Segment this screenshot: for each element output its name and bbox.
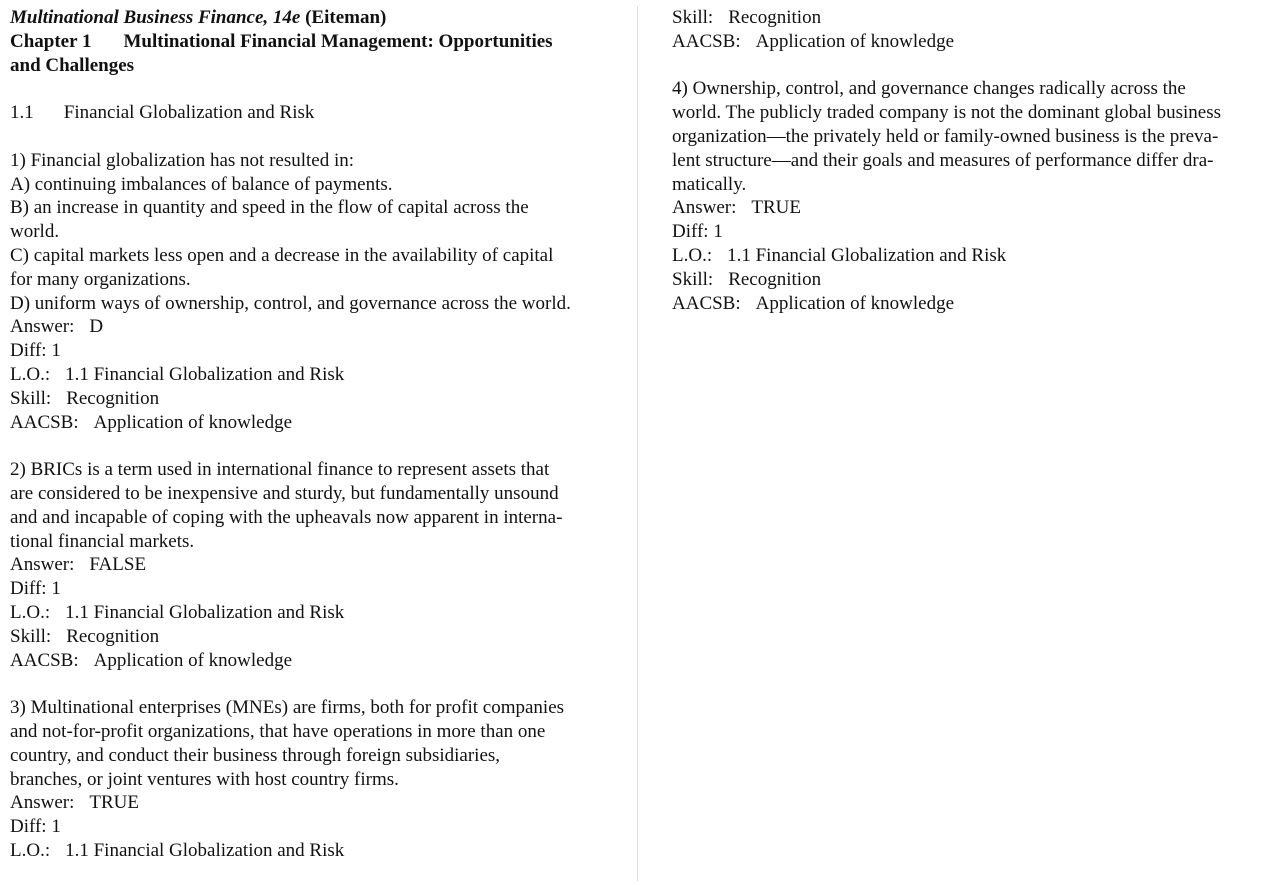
- question-4-diff: Diff: 1: [672, 221, 723, 243]
- question-4-line-2: world. The publicly traded company is not the dominant global business: [672, 102, 1221, 124]
- question-3-continued: [672, 6, 1262, 54]
- aacsb-value: Application of knowledge: [93, 649, 293, 671]
- question-2-skill: [10, 625, 610, 649]
- book-header: [10, 6, 610, 30]
- question-3-line-3: country, and conduct their business through foreign subsidiaries,: [10, 744, 501, 766]
- question-1-stem: 1) Financial globalization has not resulted in:: [10, 149, 355, 171]
- answer-value: D: [89, 316, 104, 338]
- page-left: [0, 6, 637, 881]
- chapter-heading: [10, 30, 610, 54]
- section-number: 1.1: [10, 102, 34, 124]
- question-1-option-a: A) continuing imbalances of balance of payments.: [10, 173, 393, 195]
- aacsb-label: AACSB:: [672, 30, 741, 52]
- question-3-line-1: 3) Multinational enterprises (MNEs) are firms, both for profit companies: [10, 697, 565, 719]
- lo-label: L.O.:: [672, 244, 713, 266]
- aacsb-label: AACSB:: [672, 292, 741, 314]
- question-2-line-1: 2) BRICs is a term used in international finance to represent assets that: [10, 459, 550, 481]
- left-column: [10, 6, 610, 863]
- answer-label: Answer:: [10, 554, 75, 576]
- question-1-skill: [10, 387, 610, 411]
- question-2: [10, 458, 610, 672]
- question-1-option-b: B) an increase in quantity and speed in the flow of capital across the: [10, 197, 529, 219]
- chapter-title-line1: Multinational Financial Management: Opportunities: [123, 30, 553, 52]
- question-4-line-5: matically.: [672, 173, 747, 195]
- question-2-diff: Diff: 1: [10, 578, 61, 600]
- lo-label: L.O.:: [10, 601, 51, 623]
- aacsb-label: AACSB:: [10, 411, 79, 433]
- aacsb-value: Application of knowledge: [755, 30, 955, 52]
- question-1-aacsb: [10, 411, 610, 435]
- question-1-option-c-cont: for many organizations.: [10, 268, 191, 290]
- question-1-answer: [10, 315, 610, 339]
- aacsb-value: Application of knowledge: [755, 292, 955, 314]
- question-4-lo: [672, 244, 1262, 268]
- chapter-title-line2: and Challenges: [10, 54, 135, 76]
- answer-label: Answer:: [10, 792, 75, 814]
- skill-label: Skill:: [10, 387, 52, 409]
- question-3-diff: Diff: 1: [10, 816, 61, 838]
- question-4-line-1: 4) Ownership, control, and governance changes radically across the: [672, 78, 1186, 100]
- question-1-option-c: C) capital markets less open and a decrease in the availability of capital: [10, 244, 554, 266]
- question-2-lo: [10, 601, 610, 625]
- book-title: Multinational Business Finance, 14e: [10, 7, 301, 28]
- skill-value: Recognition: [728, 7, 822, 28]
- question-1: [10, 149, 610, 435]
- question-4-answer: [672, 196, 1262, 220]
- question-2-line-4: tional financial markets.: [10, 530, 195, 552]
- lo-value: 1.1 Financial Globalization and Risk: [727, 244, 1007, 266]
- question-3-line-4: branches, or joint ventures with host country firms.: [10, 768, 399, 790]
- question-2-line-2: are considered to be inexpensive and sturdy, but fundamentally unsound: [10, 482, 559, 504]
- question-3-skill: [672, 6, 1262, 30]
- question-1-option-b-cont: world.: [10, 221, 60, 243]
- question-1-option-d: D) uniform ways of ownership, control, and governance across the world.: [10, 292, 571, 314]
- skill-label: Skill:: [10, 625, 52, 647]
- answer-value: TRUE: [89, 792, 139, 814]
- question-4-line-4: lent structure—and their goals and measures of performance differ dra-: [672, 149, 1214, 171]
- lo-label: L.O.:: [10, 363, 51, 385]
- lo-value: 1.1 Financial Globalization and Risk: [65, 839, 345, 861]
- question-2-answer: [10, 553, 610, 577]
- answer-value: FALSE: [89, 554, 147, 576]
- question-1-diff: Diff: 1: [10, 340, 61, 362]
- question-4-line-3: organization—the privately held or family-owned business is the preva-: [672, 125, 1219, 147]
- section-heading: [10, 101, 610, 125]
- chapter-label: Chapter 1: [10, 30, 92, 52]
- question-2-aacsb: [10, 649, 610, 673]
- question-3-answer: [10, 791, 610, 815]
- answer-label: Answer:: [10, 316, 75, 338]
- skill-label: Skill:: [672, 7, 714, 28]
- skill-value: Recognition: [728, 268, 822, 290]
- answer-label: Answer:: [672, 197, 737, 219]
- answer-value: TRUE: [751, 197, 801, 219]
- question-3: [10, 696, 610, 863]
- right-column: [672, 6, 1262, 315]
- section-title: Financial Globalization and Risk: [63, 102, 315, 124]
- aacsb-label: AACSB:: [10, 649, 79, 671]
- lo-label: L.O.:: [10, 839, 51, 861]
- skill-value: Recognition: [66, 387, 160, 409]
- question-4-aacsb: [672, 292, 1262, 316]
- skill-label: Skill:: [672, 268, 714, 290]
- question-3-lo: [10, 839, 610, 863]
- book-author: (Eiteman): [305, 7, 387, 28]
- page-right: [638, 6, 1278, 881]
- question-4: [672, 77, 1262, 315]
- question-3-line-2: and not-for-profit organizations, that have operations in more than one: [10, 720, 546, 742]
- question-3-aacsb: [672, 30, 1262, 54]
- question-4-skill: [672, 268, 1262, 292]
- lo-value: 1.1 Financial Globalization and Risk: [65, 601, 345, 623]
- lo-value: 1.1 Financial Globalization and Risk: [65, 363, 345, 385]
- question-2-line-3: and and incapable of coping with the upheavals now apparent in interna-: [10, 506, 563, 528]
- question-1-lo: [10, 363, 610, 387]
- skill-value: Recognition: [66, 625, 160, 647]
- aacsb-value: Application of knowledge: [93, 411, 293, 433]
